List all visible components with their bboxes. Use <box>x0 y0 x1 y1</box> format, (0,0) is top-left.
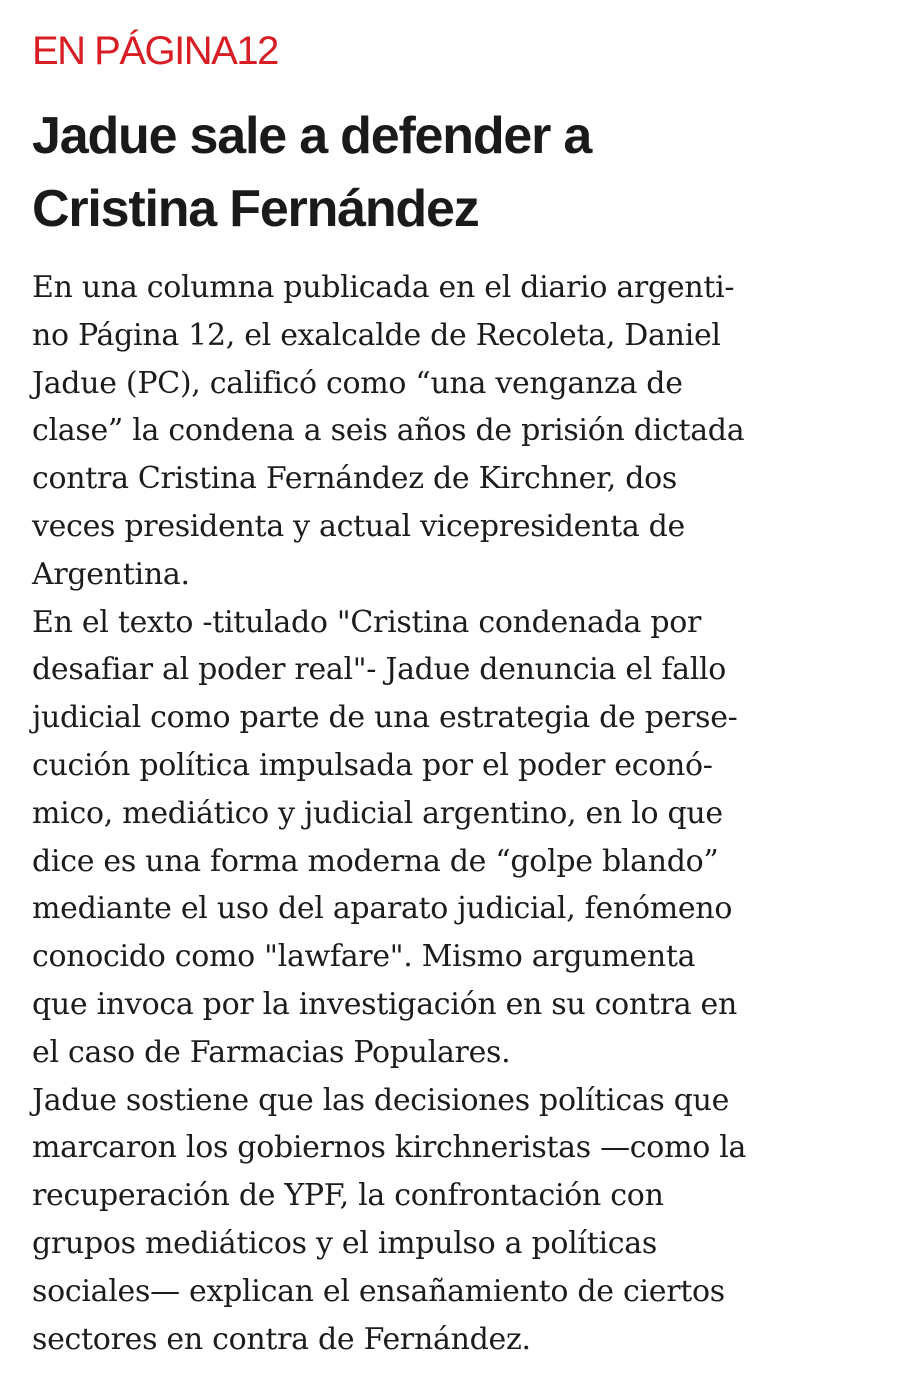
article <box>32 26 892 1363</box>
text-line: En una columna publicada en el diario argenti- <box>32 270 735 305</box>
text-line: Jadue sostiene que las decisiones políticas que <box>32 1082 730 1118</box>
text-line: no Página 12, el exalcalde de Recoleta, Daniel <box>32 317 721 353</box>
text-line: dice es una forma moderna de “golpe blando” <box>32 843 719 879</box>
text-line: cución política impulsada por el poder econó- <box>32 747 713 783</box>
headline <box>32 100 892 246</box>
paragraph-2 <box>32 599 892 1077</box>
text-line: sociales— explican el ensañamiento de ciertos <box>32 1273 725 1309</box>
text-line: mediante el uso del aparato judicial, fenómeno <box>32 891 733 927</box>
headline-line: Cristina Fernández <box>32 180 479 238</box>
text-line: sectores en contra de Fernández. <box>32 1321 531 1357</box>
text-line: Argentina. <box>32 556 190 592</box>
section-label: EN PÁGINA12 <box>32 29 278 73</box>
text-line: que invoca por la investigación en su contra en <box>32 986 738 1022</box>
text-line: judicial como parte de una estrategia de perse- <box>32 700 738 736</box>
text-line: En el texto -titulado "Cristina condenada por <box>32 604 702 640</box>
text-line: marcaron los gobiernos kirchneristas —como la <box>32 1130 747 1166</box>
paragraph-1 <box>32 264 892 599</box>
paragraph-3 <box>32 1077 892 1364</box>
article-body <box>32 264 892 1363</box>
headline-line: Jadue sale a defender a <box>32 107 592 165</box>
text-line: el caso de Farmacias Populares. <box>32 1034 511 1070</box>
text-line: conocido como "lawfare". Mismo argumenta <box>32 939 696 975</box>
text-line: desafiar al poder real"- Jadue denuncia el fallo <box>32 652 727 688</box>
text-line: mico, mediático y judicial argentino, en lo que <box>32 795 723 831</box>
text-line: contra Cristina Fernández de Kirchner, dos <box>32 461 677 497</box>
text-line: veces presidenta y actual vicepresidenta de <box>32 508 686 544</box>
text-line: clase” la condena a seis años de prisión dictada <box>32 413 745 449</box>
text-line: recuperación de YPF, la confrontación con <box>32 1178 664 1214</box>
text-line: Jadue (PC), calificó como “una venganza de <box>32 365 683 401</box>
text-line: grupos mediáticos y el impulso a políticas <box>32 1225 657 1261</box>
